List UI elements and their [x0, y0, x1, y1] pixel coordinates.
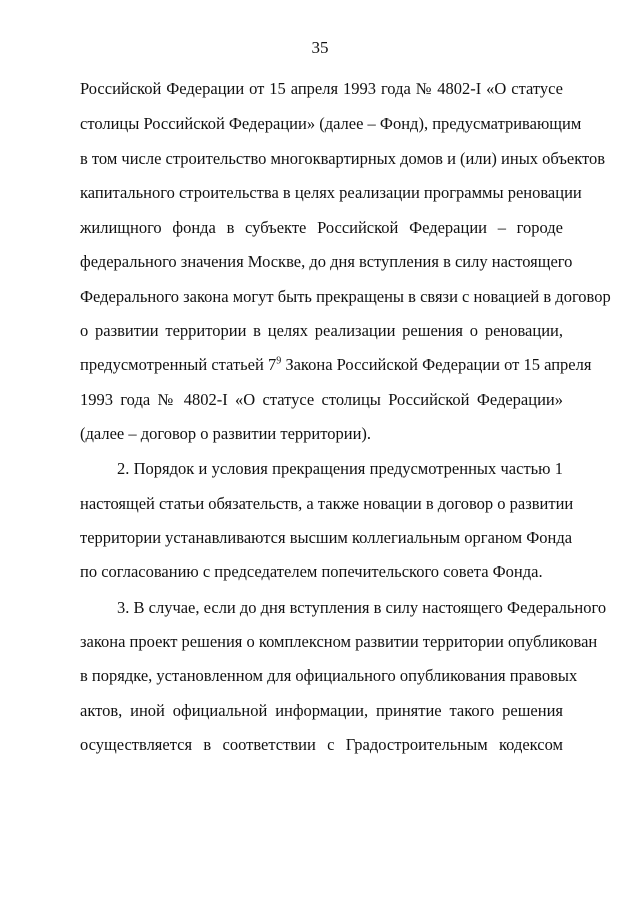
line-text-start: предусмотренный статьей 7: [80, 355, 277, 374]
page-number: 35: [311, 38, 329, 57]
text-line: закона проект решения о комплексном развитии территории опубликован: [80, 632, 598, 651]
text-line: (далее – договор о развитии территории).: [80, 424, 372, 443]
text-line: федерального значения Москве, до дня вступления в силу настоящего: [80, 252, 573, 271]
text-line: осуществляется в соответствии с Градостроительным кодексом: [80, 735, 563, 754]
text-line: столицы Российской Федерации» (далее – Фонд), предусматривающим: [80, 114, 582, 133]
text-line: настоящей статьи обязательств, а также новации в договор о развитии: [80, 494, 574, 513]
text-line: капитального строительства в целях реализации программы реновации: [80, 183, 582, 202]
text-line: в том числе строительство многоквартирных домов и (или) иных объектов: [80, 149, 606, 168]
text-line: 1993 года № 4802-I «О статусе столицы Российской Федерации»: [80, 390, 563, 409]
text-line: территории устанавливаются высшим коллегиальным органом Фонда: [80, 528, 573, 547]
text-line: Федерального закона могут быть прекращены в связи с новацией в договор: [80, 287, 611, 306]
text-line-with-superscript: [80, 355, 592, 375]
text-line: по согласованию с председателем попечительского совета Фонда.: [80, 562, 543, 581]
text-line: актов, иной официальной информации, принятие такого решения: [80, 701, 563, 720]
text-line: жилищного фонда в субъекте Российской Федерации – городе: [80, 218, 563, 237]
text-line: в порядке, установленном для официального опубликования правовых: [80, 666, 578, 685]
line-text-end: Закона Российской Федерации от 15 апреля: [281, 355, 592, 374]
text-line: 2. Порядок и условия прекращения предусмотренных частью 1: [117, 459, 563, 478]
article-superscript: 9: [276, 355, 282, 367]
text-line: о развитии территории в целях реализации решения о реновации,: [80, 321, 563, 340]
text-line: 3. В случае, если до дня вступления в силу настоящего Федерального: [117, 598, 607, 617]
text-line: Российской Федерации от 15 апреля 1993 года № 4802-I «О статусе: [80, 79, 563, 98]
